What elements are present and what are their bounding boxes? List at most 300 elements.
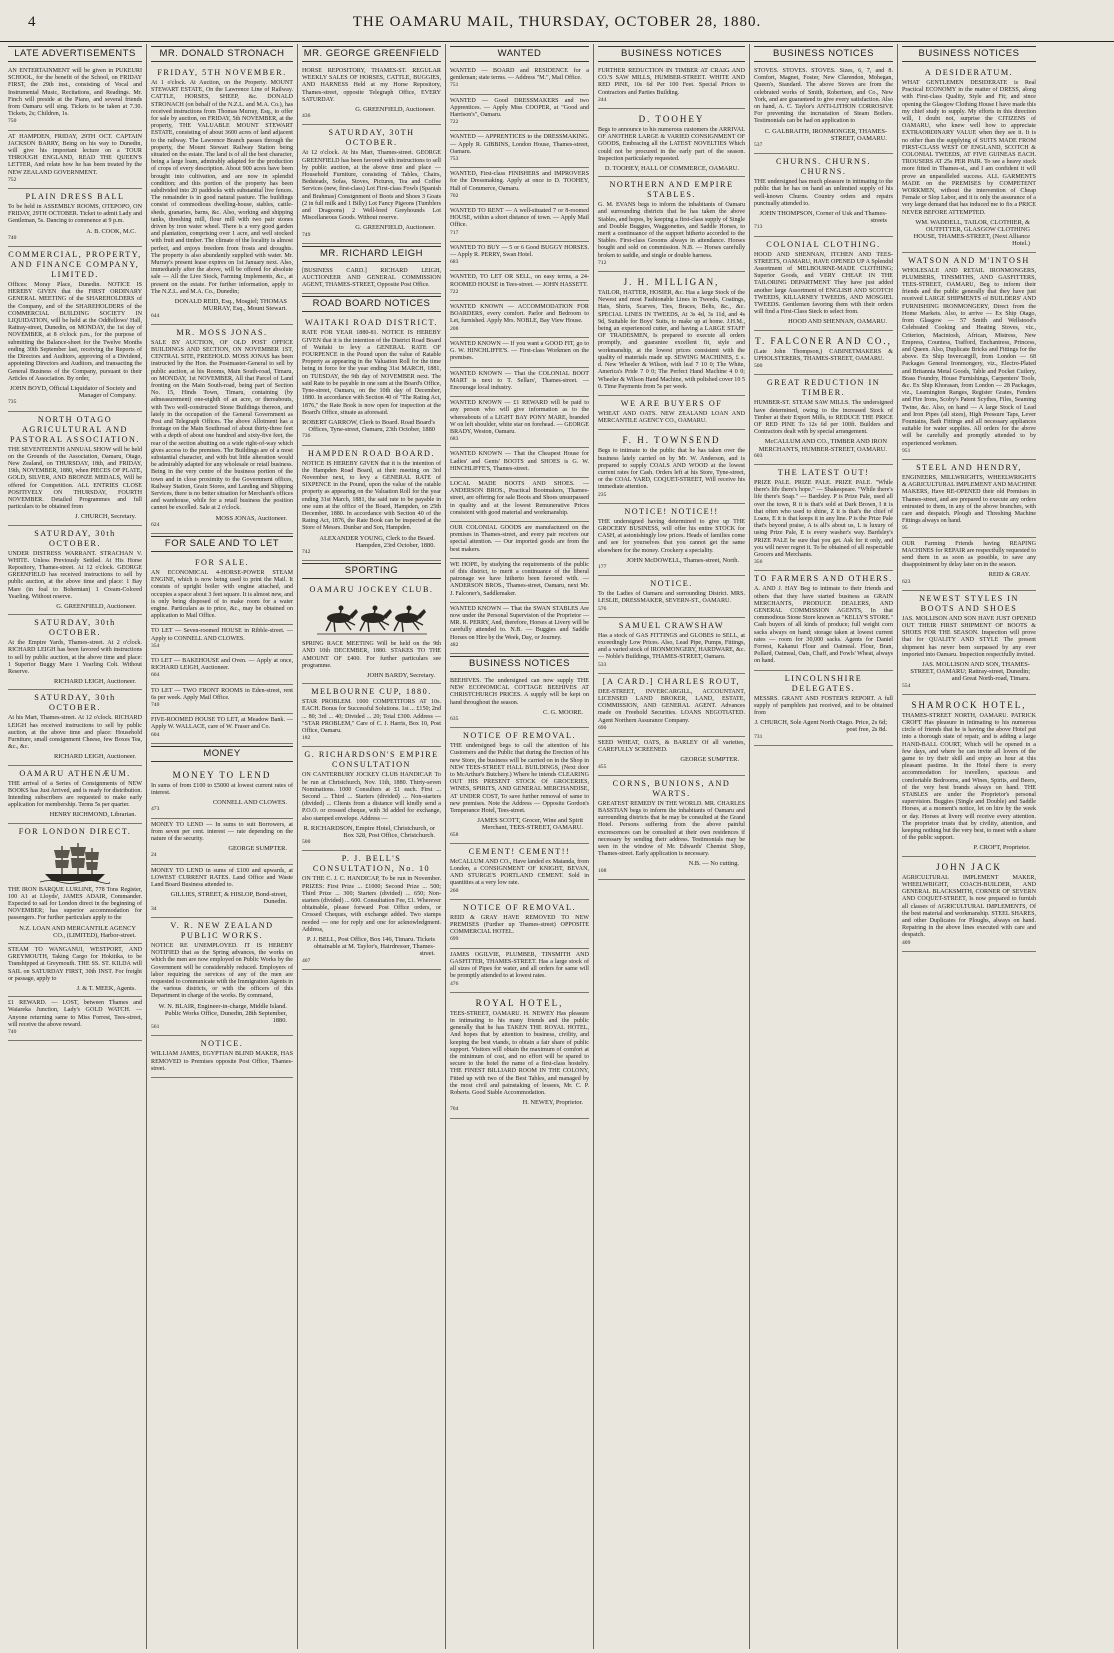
advertisement-body: ENGINEERS, MILLWRIGHTS, WHEELWRIGHTS & AGRICULTURAL IMPLEMENT AND MACHINE MAKERS, Have RE-OPENED their old Premises in Thames-street, and are prepared to execute any orders entrusted to them, in any of the above branches, with care and despatch. Plough and Threshing Machine Fittings always on hand. — [902, 474, 1036, 525]
advertisement — [598, 674, 745, 737]
advertisement-number: 533 — [598, 661, 607, 668]
advertisement-title: THE LATEST OUT! — [777, 467, 870, 477]
advertisement — [598, 109, 745, 177]
advertisement-signature: JOHN McDOWELL, Thames-street, North. — [626, 556, 739, 564]
advertisement-signature: G. GREENFIELD, Auctioneer. — [56, 602, 136, 610]
advertisement-title: J. H. MILLIGAN, — [623, 277, 720, 288]
advertisement — [598, 430, 745, 503]
advertisement-body: STAR PROBLEM. 1000 COMPETITORS AT 10s. EACH. Bonus for Successful Solutions. 1st ... £150; 2nd ... 80; 3rd ... 40; Divided ... 20; Total £300. Address — "STAR PROBLEM," Care of C. J. Harris, Box 10, Post Office, Oamaru. — [302, 699, 441, 734]
advertisement-signature: JAMES SCOTT, Grocer, Wine and Spirit Merchant, TEES-STREET, OAMARU. — [477, 817, 583, 832]
column-6 — [750, 44, 898, 1649]
advertisement-body: TAILOR, HATTER, HOSIER, &c. Has a large Stock of the Newest and most Fashionable Lines in Tweeds, Coatings, Hats, Shirts, Scarves, Ties, Braces, Belts, &c., &c. SPECIAL LINES IN TWEEDS, At 3s 4d, 3s 11d, and 4s 9d, Suitable for Boys' Suits, to make up at home. J.H.M., being an experienced cutter, and having a LARGE STAFF OF TRADESMEN, Is prepared to execute all orders promptly, and guarantee excellent fit, style and workmanship, at the lowest prices consistent with the quality of materials made up. SEWING MACHINES, £ s. d. New Wheeler & Wilson, with leaf 7 10 0; The White, America's Pride 7 0 0; The Perfect Hand Machine 4 0 0; Wheeler & Wilson Hand Machine, with polished cover 10 5 0. Time Payments from 5s per week. — [598, 290, 745, 390]
advertisement — [450, 338, 589, 368]
advertisement — [902, 65, 1036, 253]
advertisement — [450, 301, 589, 338]
advertisement-title: FRIDAY, 5TH NOVEMBER. — [157, 68, 287, 77]
advertisement-signature: ALEXANDER YOUNG, Clerk to the Board. Hampden, 23rd October, 1880. — [319, 534, 435, 549]
section-heading: MR. RICHARD LEIGH — [302, 246, 441, 262]
advertisement-title: WE ARE BUYERS OF — [620, 398, 723, 408]
advertisement-number: 476 — [450, 980, 459, 987]
advertisement-title: MONEY TO LEND — [172, 769, 272, 780]
advertisement-signature: HENRY RICHMOND, Librarian. — [49, 811, 136, 819]
advertisement-number: 699 — [450, 936, 459, 943]
advertisement-title: NEWEST STYLES IN BOOTS AND SHOES — [919, 593, 1019, 613]
advertisement-body: OUR COLONIAL GOODS are manufactured on the premises in Thames-street, and every pair receives our special attention. — Our imported goods are from the best makers. — [450, 524, 589, 553]
advertisement-signature: REID & GRAY. — [988, 571, 1030, 579]
advertisement-body: AGRICULTURAL IMPLEMENT MAKER, WHEELWRIGHT, COACH-BUILDER, AND GENERAL BLACKSMITH, CORNER OF SEVERN AND COQUET-STREET, Is now prepared to furnish all classes of AGRICULTURAL IMPLEMENTS, Of the best material and workmanship. STEEL SHARES, and other Duplicates for Ploughs, always on hand. Repairing in the above lines executed with care and despatch. — [902, 874, 1036, 939]
advertisement-body: In sums of from £100 to £5000 at lowest current rates of interest. — [151, 782, 293, 797]
section-heading: FOR SALE AND TO LET — [151, 536, 293, 552]
advertisement-signature: A. B. COOK, M.C. — [86, 227, 136, 235]
advertisement-body: WILLIAM JAMES, EGYPTIAN BLIND MAKER, HAS REMOVED to Premises opposite Post Office, Thames-street. — [151, 1051, 293, 1072]
advertisement-body: MESSRS. GRANT AND FOSTER'S REPORT. A full supply of pamphlets just received, and to be obtained from — [754, 695, 893, 716]
advertisement-number: 664 — [151, 672, 160, 679]
advertisement-title: G. RICHARDSON'S EMPIRE CONSULTATION — [304, 750, 439, 770]
advertisement-signature: W. N. BLAIR, Engineer-in-charge, Middle Island. Public Works Office, Dunedin, 28th September, 1880. — [158, 1002, 287, 1024]
advertisement-body: SEED WHEAT, OATS, & BARLEY Of all varieties, CAREFULLY SCREENED. — [598, 740, 745, 754]
advertisement-number: 704 — [450, 1106, 459, 1113]
advertisement-number: 735 — [8, 399, 17, 406]
advertisement-number: 108 — [598, 867, 607, 874]
advertisement-title: SATURDAY, 30th OCTOBER. — [34, 528, 116, 548]
section-heading: LATE ADVERTISEMENTS — [8, 46, 142, 62]
advertisement — [302, 446, 441, 562]
advertisement-number: 736 — [302, 433, 311, 440]
advertisement — [598, 396, 745, 430]
racehorses-icon — [317, 598, 427, 638]
advertisement-number: 208 — [450, 325, 459, 332]
advertisement-title: NOTICE! NOTICE!! — [624, 506, 719, 516]
column-1 — [4, 44, 147, 1649]
masthead — [0, 0, 1114, 42]
advertisement-signature: WM. WADDELL, TAILOR, CLOTHIER, & OUTFITTER, GLASGOW CLOTHING HOUSE, THAMES-STREET, (Next Alliance Hotel.) — [913, 218, 1030, 248]
advertisement — [450, 728, 589, 844]
advertisement-title: SAMUEL CRAWSHAW — [618, 620, 725, 630]
advertisement-signature: N.Z. LOAN AND MERCANTILE AGENCY CO., (LIMITED), Harbor-street. — [19, 924, 136, 939]
advertisement-number: 455 — [598, 763, 607, 770]
advertisement-body: WANTED — APPRENTICES to the DRESSMAKING. — Apply R. GIBBINS, London House, Thames-street, Oamaru. — [450, 134, 589, 155]
advertisement-title: NOTICE. — [650, 579, 693, 589]
advertisement — [598, 737, 745, 776]
column-7 — [898, 44, 1040, 1649]
advertisement-body: TO LET — BAKEHOUSE and Oven. — Apply at once, RICHARD LEIGH, Auctioneer. — [151, 658, 293, 672]
advertisement-title: F. H. TOWNSEND — [622, 435, 721, 446]
advertisement-number: 713 — [754, 224, 763, 231]
advertisement-number: 603 — [754, 452, 763, 459]
advertisement-signature: C. GALBRAITH, IRONMONGER, THAMES-STREET, OAMARU. — [764, 127, 887, 142]
advertisement-body: NOTICE RE UNEMPLOYED. IT IS HEREBY NOTIFIED that as the Spring advances, the works on which the men are now employed on Public Works by the Government will be considerably reduced. Employers of labor requiring the services of any of the men are requested to communicate with the Immigration Agents in the various districts, or with the officers of this Department in charge of the works. By command, — [151, 942, 293, 1000]
advertisement-title: [A CARD.] CHARLES ROUT, — [602, 676, 741, 686]
advertisement-body: FIVE-ROOMED HOUSE TO LET, at Meadow Bank. — Apply W. WALLACE, care of W. Fraser and Co. — [151, 717, 293, 731]
advertisement-body: THE undersigned having determined to give up THE GROCERY BUSINESS, will offer his entire STOCK for CASH, at astonishingly low prices. Heads of families come and see for yourselves that you cannot get the same elsewhere for the money. Crockery a speciality. — [598, 518, 745, 554]
page-number: 4 — [28, 14, 37, 30]
advertisement — [8, 690, 142, 765]
advertisement-body: FURTHER REDUCTION IN TIMBER AT CRAIG AND CO.'S SAW MILLS, HUMBER-STREET. WHITE AND RED PINE, 10s 6d Per 100 Feet. Special Prices to Contractors and Parties Building. — [598, 68, 745, 96]
section-heading: WANTED — [450, 46, 589, 62]
advertisement-body: WANTED KNOWN — £1 REWARD will be paid to any person who will give information as to the whereabouts of a LIGHT BAY PONY MARE, branded W on left shoulder, white star on forehead. — GEORGE BRADY, Weston, Oamaru. — [450, 400, 589, 435]
advertisement-body: MONEY TO LEND in sums of £100 and upwards, at LOWEST CURRENT RATES. Land Office and Waste Land Board Business attended to. — [151, 867, 293, 889]
advertisement — [151, 865, 293, 918]
advertisement — [8, 247, 142, 411]
advertisement-title: A DESIDERATUM. — [924, 68, 1014, 77]
section-heading: BUSINESS NOTICES — [598, 46, 745, 62]
advertisement-signature: JOHN BARDY, Secretary. — [367, 671, 435, 679]
advertisement-title: SATURDAY, 30th OCTOBER. — [34, 693, 116, 713]
advertisement-number: 34 — [151, 905, 157, 912]
advertisement-title: NOTICE OF REMOVAL. — [462, 731, 577, 741]
advertisement — [598, 504, 745, 576]
advertisement — [151, 555, 293, 625]
advertisement-title: NORTHERN AND EMPIRE STABLES. — [609, 180, 734, 200]
advertisement-body: At the Empire Yards, Thames-street. At 2 o'clock. RICHARD LEIGH has been favored with instructions to sell by public auction, at the above time and place: 1 Superior Buggy Mare 1 Yearling Colt. Without Reserve. — [8, 640, 142, 675]
advertisement-body: THAMES-STREET NORTH, OAMARU. PATRICK CROFT Has pleasure in intimating to his numerous circle of friends that he is having the above Hotel put into a thorough state of repair, and is adding a large HAND-BALL COURT, Which will be opened in a few days, and where he can invite all lovers of the game to try their skill and enjoy an hour at this pleasant pastime. In the Hotel there is every accommodation for travellers, spacious and comfortable Bedrooms, and Wines, Spirits, and Beers, of the very best brands always on hand. THE STABLES are under the Proprietor's personal supervision. Buggies (Single and Double) and Saddle Horses, at a moment's notice, let on hire by the week or day. Horses at livery will receive every attention. The proprietor trusts that by civility, attention, and keeping nothing but the very best, to meet with a share of the public support. — [902, 712, 1036, 842]
advertisement-body: ON THE C. J. C. HANDICAP, To be run in November. PRIZES: First Prize ... £1000; Second Prize ... 500; Third Prize ... 300; Starters (divided) ... 650; Non-starters (divided) ... 600. Consultation Fee, £1. Wherever obtainable, please forward Post Office orders, or Crossed Cheques, with exchange added. Two stamps needed — one for reply and one for acknowledgment. Address, — [302, 876, 441, 933]
advertisement-title: FOR SALE. — [195, 557, 249, 567]
advertisement-signature: CONNELL AND CLOWES. — [212, 799, 287, 807]
advertisement-number: 407 — [302, 957, 311, 964]
advertisement — [450, 205, 589, 242]
advertisement-number: 260 — [450, 887, 459, 894]
advertisement-body: STEAM TO WANGANUI, WESTPORT, AND GREYMOUTH, Taking Cargo for Hokitika, to be Transhipped at Greymouth. THE SS. ST. KILDA will SAIL on SATURDAY FIRST, 30th INST. For freight or passage, apply to — [8, 947, 142, 982]
advertisement — [450, 65, 589, 95]
advertisement — [450, 949, 589, 993]
advertisement — [450, 900, 589, 949]
advertisement-body: Has a stock of GAS FITTINGS and GLOBES to SELL, at exceedingly Low Prices. Also, Lead Pipe, Pumps, Fittings, and a varied stock of IRONMONGERY, HARDWARE, &c. — Noble's Buildings, THAMES-STREET, Oamaru. — [598, 632, 745, 661]
advertisement — [450, 168, 589, 205]
advertisement-number: 753 — [450, 156, 459, 163]
advertisement-number: 690 — [598, 724, 607, 731]
advertisement-signature: GILLIES, STREET, & HISLOP, Bond-street, Dunedin. — [170, 891, 287, 906]
advertisement-body: WANTED, First-class FINISHERS and IMPROVERS for the Dressmaking. Apply at once to D. TOOHEY, Hall of Commerce, Oamaru. — [450, 171, 589, 192]
section-heading: MR. GEORGE GREENFIELD — [302, 46, 441, 62]
advertisement-number: 561 — [151, 1024, 160, 1031]
advertisement-body: THE undersigned begs to call the attention of his Customers and the Public that during the Erection of his new Store, the business will be carried on in the Shop in NEW TEES-STREET HALL BUILDINGS, (Next door to McArthur's Butchery.) Where he intends CLEARING OUT HIS PRESENT STOCK Of GROCERIES, WINES, SPIRITS, AND GENERAL MERCHANDISE, AT UNDER COST, To save further removal of same to new premises. Note the Address — Opposite Gordon's Temperance Hotel, Tees-street. — [450, 743, 589, 815]
advertisement-signature: McCALLUM AND CO., TIMBER AND IRON MERCHANTS, HUMBER-STREET, OAMARU. — [758, 438, 887, 453]
advertisement-body: WANTED KNOWN — That the SWAN STABLES Are now under the Personal Supervision of the Proprietor — MR. R. PERRY, And, therefore, Horses at Livery will be carefully attended to. N.B. — Buggies and Saddle Horses on Hire by the Week, Day, or Journey. — [450, 605, 589, 641]
advertisement — [151, 765, 293, 819]
advertisement — [8, 65, 142, 131]
advertisement — [151, 625, 293, 655]
advertisement-body: McCALLUM AND CO., Have landed ex Matanda, from London, a CONSIGNMENT OF KNIGHT, BEVAN, AND STURGE'S PORTLAND CEMENT. Sold in quantities at a very low rate. — [450, 858, 589, 887]
advertisement — [302, 582, 441, 684]
advertisement-body: THE IRON BARQUE LURLINE, 778 Tons Register, 100 A1 at Lloyds', JAMES ADAIR, Commander. Expected to sail for London direct in the beginning of NOVEMBER; has superior accommodation for passengers. For further particulars apply to the — [8, 886, 142, 922]
advertisement — [302, 684, 441, 747]
advertisement-signature: P. CROFT, Proprietor. — [973, 844, 1030, 852]
advertisement — [8, 412, 142, 526]
advertisement — [450, 675, 589, 728]
advertisement-body: JAMES OGILVIE, PLUMBER, TINSMITH AND GASFITTER, THAMES-STREET. Has a large stock of all sizes of Pipes for water, and all orders for same will be promptly attended to at lowest rates. — [450, 951, 589, 980]
section-heading: SPORTING — [302, 563, 441, 579]
advertisement-number: 740 — [151, 702, 160, 709]
advertisement-body: £1 REWARD. — LOST, between Thames and Waiareka Junction, Lady's GOLD WATCH. — Anyone returning same to Miss Forrest, Tees-street, will receive the above reward. — [8, 1000, 142, 1028]
advertisement-body: (Late John Thompson,) CABINETMAKERS & UPHOLSTERERS, THAMES-STREET, OAMARU. — [754, 348, 893, 362]
advertisement — [754, 237, 893, 331]
advertisement-title: CORNS, BUNIONS, AND WARTS. — [612, 778, 731, 798]
advertisement — [598, 65, 745, 109]
advertisement-title: NOTICE OF REMOVAL. — [462, 902, 577, 912]
advertisement — [151, 325, 293, 534]
advertisement-body: NOTICE IS HEREBY GIVEN that it is the intention of the Hampden Road Board, at their meeting on 3rd November next, to levy a GENERAL RATE of SIXPENCE in the Pound, upon the value of the ratable property as appearing on the Valuation Roll for the year ending 31st March, 1881, the said rate to be payable in one sum at the office of the Board, Hampden, on 25th December, 1880. In accordance with Section 40 of the Rating Act, 1876, the Rate Book can be inspected at the Store of Messrs. Dunbar and Son, Hampden. — [302, 460, 441, 532]
advertisement-number: 473 — [151, 806, 160, 813]
advertisement-number: 731 — [754, 733, 763, 740]
advertisement — [450, 242, 589, 272]
advertisement-body: To the Ladies of Oamaru and surrounding District. MRS. LESLIE, DRESSMAKER, SEVERN-ST., OAMARU. — [598, 591, 745, 605]
advertisement — [8, 131, 142, 189]
advertisement-body: HOOD AND SHENNAN, ITCHEN AND TEES-STREETS, OAMARU, HAVE OPENED UP A Splendid Assortment of MELBOURNE-MADE CLOTHING; Superior Goods, and VERY CHEAP. IN THE TAILORING DEPARTMENT They have just added another large Assortment of ENGLISH AND SCOTCH TWEEDS, KILLARNEY TWEEDS, AND MOSGIEL TWEEDS. Gentlemen favoring them with their orders will find a First-Class Steck to select from. — [754, 251, 893, 316]
advertisement — [151, 655, 293, 685]
advertisement-number: 740 — [8, 234, 17, 241]
advertisement-body: At his Mart, Thames-street. At 12 o'clock. RICHARD LEIGH has received instructions to sell by public auction, at the above time and place: Household Furniture, small consignment Cheese, few Boxes Tea, &c., &c. — [8, 715, 142, 751]
advertisement-signature: G. GREENFIELD, Auctioneer. — [355, 224, 435, 232]
advertisement-body: ON CANTERBURY JOCKEY CLUB HANDICAP. To be run at Christchurch, Nov. 11th, 1880. Thirty-seven Nominations. 1000 Consulters at £1 each. First ... Second ... Third ... Starters (divided) ... Non-starters (divided) ... Clients from a distance will kindly send a P.O.O. or crossed cheque, with 3d added for exchange, also stamped envelope. Address — — [302, 772, 441, 822]
advertisement-body: TEES-STREET, OAMARU. H. NEWEY Has pleasure in intimating to his many friends and the public generally that he has TAKEN THE ROYAL HOTEL, And hopes that by attention to business, civility, and keeping the best viands, to obtain a fair share of public support. Visitors will obtain the maximum of comfort at the minimum of cost, and no effort will be spared to secure to the hotel the name of a first-class hostelry. THE FINEST BILLIARD ROOM IN THE COLONY, Fitted up with two of the Best Tables, and managed by the most civil and painstaking of lessees, Mr. C. P. Roberts. Good Stable Accommodation. — [450, 1010, 589, 1096]
advertisement-number: 177 — [598, 563, 607, 570]
advertisement-body: Offices: Moray Place, Dunedin. NOTICE IS HEREBY GIVEN that the FIRST ORDINARY GENERAL MEETING of the SHAREHOLDERS of the Company, and of the SHAREHOLDERS of the COMMERCIAL BUILDING SOCIETY IN LIQUIDATION, will be held at the Oddfellows' Hall, Rattray-street, Dunedin, on MONDAY, the 1st day of NOVEMBER, at 8 o'clock p.m., for the purpose of submitting the Balance-sheet for the Twelve Months ending 30th September last, receiving the Reports of the Directors and Auditors, approving of a Dividend, appointing Directors and Auditors, and transacting the General Business of the Company, pursuant to their Articles of Association. By order, — [8, 282, 142, 382]
advertisement-title: SATURDAY, 30TH OCTOBER. — [328, 128, 415, 148]
advertisement-title: FOR LONDON DIRECT. — [18, 826, 132, 836]
advertisement-title: P. J. BELL'S CONSULTATION, No. 10 — [312, 854, 431, 874]
advertisement-body: THE arrival of a Series of Consignments of NEW BOOKS has Just Arrived, and is ready for distribution. Intending subscribers are requested to make early application for membership. Terms 5s per quarter. — [8, 780, 142, 809]
advertisement-number: 576 — [598, 605, 607, 612]
newspaper-title: THE OAMARU MAIL, THURSDAY, OCTOBER 28, 1880. — [352, 14, 762, 30]
advertisement — [754, 571, 893, 670]
advertisement-title: OAMARU JOCKEY CLUB. — [309, 585, 434, 595]
advertisement-body: RATE FOR YEAR 1880-81. NOTICE IS HEREBY GIVEN that it is the intention of the District Road Board of Waitaki to levy a GENERAL RATE OF FOURPENCE in the Pound upon the value of Ratable Property as appearing in the Valuation Roll for the time being in force for the year ending 31st MARCH, 1881, on TUESDAY, the 9th day of NOVEMBER next. The said Rate to be payable in one sum at the Board's Office, Tyne-street, Oamaru, on the 10th day of December, 1880. In accordance with Section 40 of "The Rating Act, 1876," the Rate Book is now open for inspection at the Board's Office, situate as aforesaid. — [302, 330, 441, 416]
advertisement-number: 409 — [902, 939, 911, 946]
advertisement-signature: GEORGE SUMPTER. — [228, 845, 287, 853]
advertisement-number: 356 — [754, 559, 763, 566]
advertisement-number: 702 — [450, 192, 459, 199]
advertisement-signature: DONALD REID, Esq., Mosgiel; THOMAS MURRAY, Esq., Mount Stewart. — [174, 298, 287, 313]
advertisement-body: G. M. EVANS begs to inform the inhabitants of Oamaru and surrounding districts that he has taken the above Stables, and hopes, by keeping a first-class supply of Single and Double Buggies, Waggonettes, and Saddle Horses, to merit a continuance of the support hitherto accorded to the Stables. First-class Grooms always in attendance. Horses bought and sold on commission. N.B. — Horses carefully broken to saddle, and single or double harness. — [598, 202, 745, 259]
advertisement-signature: JOHN THOMPSON, Corner of Usk and Thames-streets — [759, 210, 887, 225]
advertisement — [902, 857, 1036, 952]
section-heading: MR. DONALD STRONACH — [151, 46, 293, 62]
section-heading: ROAD BOARD NOTICES — [302, 296, 441, 312]
advertisement-title: HAMPDEN ROAD BOARD. — [308, 448, 435, 458]
advertisement-signature: G. GREENFIELD, Auctioneer. — [355, 106, 435, 114]
advertisement — [8, 189, 142, 247]
advertisement-body: A. AND J. HAY Beg to intimate to their friends and others that they have started business as GRAIN MERCHANTS, PRODUCE DEALERS, AND GENERAL COMMISSION AGENTS, In that commodious Stone Store known as "KELLY'S STORE." Cash buyers of all kinds of produce; full weight corn sacks always on hand; storage taken at lowest current rates — room for 30,000 sacks. Agents for Daniel Forrest, Kakanui Flour and Oatmeal. Flour, Bran, Pollard, Oatmeal, Oats, Chaff, and Fowls' Wheat, always on hand. — [754, 586, 893, 665]
advertisement-title: V. R. NEW ZEALAND PUBLIC WORKS. — [170, 920, 274, 940]
advertisement — [902, 591, 1036, 695]
advertisement-title: T. FALCONER AND CO., — [755, 335, 892, 346]
advertisement-body: HUMBER-ST. STEAM SAW MILLS. The undersigned have determined, owing to the increased Stock of Timber at their Export Mills, to REDUCE THE PRICE OF RED PINE To 12s 6d per 100ft. Builders and Contractors dealt with by special arrangement. — [754, 400, 893, 436]
advertisement-number: 740 — [8, 1029, 17, 1036]
advertisement-title: NOTICE. — [200, 1039, 244, 1049]
advertisement-number: 722 — [450, 288, 459, 295]
advertisement-body: WHOLESALE AND RETAIL IRONMONGERS, PLUMBERS, TINSMITHS, AND GASFITTERS, TEES-STREET, OAMARU, Beg to inform their friends and the public generally that they have just received LARGE SHIPMENTS of BUILDERS' AND FURNISHING IRONMONGERY, Direct from the Home Markets. Also, to arrive — Ex Ship Otago, from Glasgow — 57 Smith and Wellstood's Celebrated Cooking and Heating Stoves, viz., Criterion, Macintosh, African, Mistress, New Empress, Countess, Trafford, Enchantress, Princess, and Queen. Also, Duplicate Bricks and Fittings for the above. Ex Ship Invercargill, from London — 68 Packages General Ironmongery, viz., Electro-Plated and Britannia Metal Goods, Table and Pocket Cutlery, Brass Foundry, House Furnishings, Carpenters' Tools, &c. Ex Ship Khorasan, from London — 28 Packages, viz., Leamington Ranges, Register Grates, Fenders and Fire Irons, Scoby's Patent Scythes, Files, Seaming Twine, &c. Also, on hand — A large Stock of Lead and Iron Pipes (all sizes), High Pressure Taps, Lever Fountains, Bath Fittings and all necessary appliances suitable for water supplies. All orders for the above will be carefully and promptly attended to by experienced workmen. — [902, 267, 1036, 447]
advertisement-signature: RICHARD LEIGH, Auctioneer. — [53, 753, 136, 761]
advertisement — [902, 695, 1036, 857]
advertisement — [598, 272, 745, 396]
advertisement-number: 749 — [302, 231, 311, 238]
advertisement-signature: C. G. MOORE. — [543, 708, 583, 716]
sailing-ship-icon — [40, 840, 110, 884]
advertisement-signature: N.B. — No cutting. — [688, 860, 739, 868]
advertisement-title: SHAMROCK HOTEL, — [911, 699, 1027, 710]
advertisement-number: 24 — [151, 852, 157, 859]
advertisement-body: HORSE REPOSITORY, THAMES-ST. REGULAR WEEKLY SALES OF HORSES, CATTLE, BUGGIES, AND HARNESS Held at my Horse Repository, Thames-street, opposite Telegraph Office, EVERY SATURDAY. — [302, 68, 441, 103]
advertisement-number: 436 — [302, 113, 311, 120]
advertisement — [450, 522, 589, 559]
advertisement-body: At 12 o'clock. At his Mart, Thames-street. GEORGE GREENFIELD has been favored with instructions to sell by public auction, at the above time and place — Household Furniture, consisting of Tables, Chairs, Bedsteads, Sofas, Stoves, Pictures, Tea and Coffee Services (new, first-class) Lot First-class Fowls (Spanish and Brahmas) Consignment of Boots and Shoes 3 Goats (2 in full milk and 1 Billy) Lot Fancy Pigeons (Tumblers and Dragoons) 2 Well-bred Greyhounds Lot Miscellaneous Goods. Without reserve. — [302, 150, 441, 222]
advertisement — [450, 603, 589, 654]
advertisement — [450, 271, 589, 301]
advertisement-body: Begs to intimate to the public that he has taken over the business lately carried on by Mr. W. Anderson, and is prepared to supply COALS AND WOOD at the lowest current rates for Cash. Orders left at his Store, Tyne-street, or the COAL YARD, COQUET-STREET, Will receive his immediate attention. — [598, 448, 745, 491]
advertisement-body: Begs to announce to his numerous customers the ARRIVAL OF ANOTHER LARGE & VARIED CONSIGNMENT OF GOODS, Embracing all the LATEST NOVELTIES Which could not be procured in the early part of the season. Inspection particularly requested. — [598, 127, 745, 162]
advertisement-number: 635 — [450, 716, 459, 723]
advertisement-number: 683 — [450, 436, 459, 443]
advertisement — [8, 615, 142, 690]
advertisement — [302, 265, 441, 295]
advertisement-body: DEE-STREET, INVERCARGILL, ACCOUNTANT, LICENSED LAND BROKER, LAND, ESTATE, COMMISSION, AND GENERAL AGENT. Advances made on Freehold Securities. LOANS NEGOTIATED. Agent Northern Assurance Company. — [598, 688, 745, 724]
advertisement — [902, 460, 1036, 538]
advertisement-number: 752 — [8, 176, 17, 183]
advertisement-signature: P. J. BELL, Post Office, Box 146, Timaru. Tickets obtainable at M. Taylor's, Hairdresser, Thames-street. — [306, 936, 435, 958]
advertisement-number: 717 — [450, 229, 459, 236]
advertisement — [754, 671, 893, 746]
advertisement-number: 750 — [8, 118, 17, 125]
advertisement-body: WANTED KNOWN — That the COLONIAL BOOT MART is next to T. Sellars', Thames-street. — Encourage local industry. — [450, 370, 589, 391]
advertisement — [902, 538, 1036, 591]
advertisement — [302, 315, 441, 445]
advertisement — [8, 824, 142, 944]
advertisement-signature: J. CHURCH, Secretary. — [75, 513, 136, 521]
advertisement-title: WAITAKI ROAD DISTRICT. — [305, 318, 438, 328]
advertisement — [151, 819, 293, 865]
advertisement-number: 482 — [450, 641, 459, 648]
advertisement-body: WANTED KNOWN — If you want a GOOD FIT, go to G. W. HINCHLIFFE'S. — First-class Workmen on the premises. — [450, 340, 589, 362]
advertisement-body: AN ENTERTAINMENT will be given in PUKEURI SCHOOL, for the benefit of the School, on FRIDAY FIRST, the 29th inst., consisting of Vocal and Instrumental Music, Recitations, and Readings. Mr. Finch will preside at the Piano, and several friends from Oamaru will sing. Tickets to be taken at 7.30. Tickets, 2s; Children, 1s. — [8, 68, 142, 118]
advertisement-title: GREAT REDUCTION IN TIMBER. — [766, 378, 881, 398]
advertisement — [450, 397, 589, 448]
advertisement-number: 182 — [302, 735, 311, 742]
advertisement-number: 644 — [151, 312, 160, 319]
advertisement — [450, 844, 589, 900]
advertisement-body: AT HAMPDEN, FRIDAY, 29TH OCT. CAPTAIN JACKSON BARRY, Being on his way to Dunedin, will give his important lecture on a TOUR THROUGH ENGLAND, READ THE QUEEN'S LETTER, And relate how he has been treated by the NEW ZEALAND GOVERNMENT. — [8, 133, 142, 176]
column-5 — [594, 44, 750, 1649]
newspaper-columns — [4, 44, 1110, 1649]
advertisement-title: STEEL AND HENDRY, — [916, 462, 1022, 472]
section-heading: BUSINESS NOTICES — [902, 46, 1036, 62]
advertisement-title: NORTH OTAGO AGRICULTURAL AND PASTORAL ASSOCIATION. — [10, 414, 140, 444]
advertisement — [754, 375, 893, 465]
advertisement-body: At 1 o'clock. At Auction, on the Property. MOUNT STEWART ESTATE, On the Lawrence Line of Railway. CATTLE, HORSES, SHEEP, &c. DONALD STRONACH (on behalf of the N.Z.L. and M.A. Co.), has received instructions from Thomas Murray, Esq., to offer for sale by auction, on FRIDAY, 5th NOVEMBER, at the property, THE VALUABLE MOUNT STEWART ESTATE, consisting of about 3600 acres of land adjacent to the railway. The Lawrence Branch passes through the property, the Mount Stewart Railway Station being situated on the estate. The land is of all the best character, being a large loam, admirably adapted for the production of crops of every description. About 900 acres have been brought into cultivation, and are now in splendid condition; and this portion of the property has been subdivided into 20 paddocks with substantial live fences. The remainder is in good natural pasture. The buildings consist of commodious dwelling-house, stables, cattle-sheds, granaries, barns, &c. Also, working and shipping tanks, threshing mill, flour mill with two pair stones driven by iron water wheel. There is a very good garden and plantation, comprising over 1 acre, and well stocked with fruit and timber. The climate of the locality is almost perfect, and enjoys freedom from frosts and droughts. The property is also abundantly supplied with water. Mr. Murray's present lease expires on 1st January next. Also, immediately after the above, will be offered for absolute sale — All the Live Stock, Farming Implements, &c., at present on the estate. For further information, apply to The N.Z.L. and M.A. Co., Dunedin; — [151, 80, 293, 295]
advertisement-signature: ROBERT GARROW, Clerk to Board. Road Board's Offices, Tyne-street, Oamaru, 23th October, 1880 — [302, 418, 435, 434]
advertisement — [754, 465, 893, 571]
advertisement-body: WANTED KNOWN — That the Cheapest House for Ladies' and Gents' BOOTS and SHOES is G. W. HINCHLIFFE'S, Thames-street. — [450, 451, 589, 472]
advertisement-number: 537 — [754, 142, 763, 149]
advertisement-title: LINCOLNSHIRE DELEGATES. — [784, 673, 863, 693]
section-heading: BUSINESS NOTICES — [450, 656, 589, 672]
advertisement-body: SALE BY AUCTION, OF OLD POST OFFICE BUILDINGS AND SECTION, ON NOVEMBER 1ST, CENTRAL SITE, FREEHOLD. MOSS JONAS has been instructed by the Hon. the Postmaster-General to sell by public auction, at his Rooms, Main South-road, Timaru, on MONDAY, 1st NOVEMBER, All that Parcel of Land fronting on the Main South-road, being part of Section No. 15, Hinds Town, Timaru, containing (by admeasurement) one-eighth of an acre, or thereabouts, with Two well-constructed Stone Buildings thereon, and lately in the occupation of the General Government as Post and Telegraph Offices. The above Allotment has a frontage on the Main Southroad of about thirty-three feet with a depth of about one hundred and sixty-five feet, the rear of the section abutting on a wide right-of-way which gives access to the premises. The Buildings are of a most substantial character, and with but little alteration would be admirably adapted for any wholesale or retail business. Being in the very centre of the business portion of the town and in close proximity to the Government offices, Railway Station, Grain Stores, and Landing and Shipping Services, there is no better situation for Merchant's offices and warehouse, while for a retail business the position cannot be excelled. Sale at 2 o'clock. — [151, 339, 293, 512]
advertisement-body: STOVES. STOVES. STOVES. Sizes, 6, 7, and 8. Comfort, Magnet, Foster, New Clarendon, Mohegan, Queen's, Standard. The above Stoves are from the celebrated works of Smith, Robertson, and Co., New York, and are guaranteed to give every satisfaction. Also on hand, A. C. Taylor's ANTI-LITHON CORROSIVE For preventing the incrustation of Steam Boilers. Testimonials can be had on application to — [754, 68, 893, 125]
advertisement-body: WANTED, TO LET OR SELL, on easy terms, a 24-ROOMED HOUSE in Tees-street. — JOHN HASSETT. — [450, 274, 589, 288]
advertisement-number: 554 — [902, 682, 911, 689]
advertisement — [450, 95, 589, 132]
advertisement-number: 244 — [598, 96, 607, 103]
advertisement — [754, 331, 893, 376]
advertisement-body: BEEHIVES. The undersigned can now supply THE NEW ECONOMICAL COTTAGE BEEHIVES AT CHRISTCHURCH PRICES. A supply will be kept on hand throughout the season. — [450, 678, 589, 706]
advertisement — [450, 559, 589, 603]
advertisement-body: WANTED TO BUY — 5 or 6 Good BUGGY HORSES. — Apply R. PERRY, Swan Hotel. — [450, 244, 589, 259]
advertisement-title: COMMERCIAL, PROPERTY, AND FINANCE COMPANY, LIMITED. — [8, 250, 142, 280]
advertisement-body: AN ECONOMICAL 4-HORSE-POWER STEAM ENGINE, which is now being used to print the Mail. It consists of upright boiler with engine attached, and occupies a space about 3 feet square. It is almost new, and is only being disposed of to make room for a water engine. Particulars as to price, &c., may be obtained on application to Mail Office. — [151, 569, 293, 620]
advertisement-body: [BUSINESS CARD.] RICHARD LEIGH, AUCTIONEER AND GENERAL COMMISSION AGENT, THAMES-STREET, Opposite Post Office. — [302, 267, 441, 289]
advertisement-number: 623 — [902, 578, 911, 585]
advertisement-body: TO LET — TWO FRONT ROOMS in Eden-street, rent 6s per week. Apply Mail Office. — [151, 687, 293, 701]
advertisement — [598, 776, 745, 880]
advertisement — [302, 65, 441, 125]
advertisement — [151, 714, 293, 744]
advertisement-number: 604 — [151, 731, 160, 738]
advertisement-body: THE undersigned has much pleasure in intimating to the public that he has on hand an unlimited supply of his well-known Churns. Country orders and repairs punctually attended to. — [754, 179, 893, 207]
advertisement — [151, 918, 293, 1036]
advertisement-title: D. TOOHEY — [638, 114, 705, 125]
advertisement-title: SATURDAY, 30th OCTOBER. — [34, 618, 116, 638]
advertisement-title: OAMARU ATHENÆUM. — [19, 768, 131, 778]
advertisement-signature: R. RICHARDSON, Empire Hotel, Christchurch, or Box 328, Post Office, Christchurch. — [303, 824, 435, 840]
advertisement — [754, 154, 893, 236]
advertisement-number: 354 — [151, 642, 160, 649]
advertisement — [151, 65, 293, 325]
advertisement-body: To be held in ASSEMBLY ROOMS, OTEPOPO, ON FRIDAY, 29TH OCTOBER. Ticket to admit Lady and Gentleman, 5s. Dancing to commence at 9 p.m. — [8, 204, 142, 225]
advertisement — [302, 125, 441, 243]
advertisement — [450, 368, 589, 398]
advertisement-title: MR. MOSS JONAS. — [176, 327, 268, 337]
advertisement-signature: J. & T. MEEK, Agents. — [76, 985, 136, 993]
advertisement-signature: JOHN BOYD, Official Liquidator of Society and Manager of Company. — [9, 384, 136, 400]
advertisement-body: OUR Farming Friends having REAPING MACHINES for REPAIR are respectfully requested to send them in as soon as possible, to save any disappointment by delay later on in the season. — [902, 540, 1036, 569]
advertisement — [8, 997, 142, 1041]
advertisement-body: GREATEST REMEDY IN THE WORLD. MR. CHARLES BASSTIAN begs to inform the inhabitants of Oamaru and surrounding districts that he may be consulted at the Grand Hotel. Persons suffering from the above painful excrescences can be consulted at their own residences if necessary by sending their address. Testimonials may be seen in the window of Mr. Edwards' Chemist Shop, Thames-street. Early application is necessary. — [598, 800, 745, 858]
advertisement-body: SPRING RACE MEETING Will be held on the 9th AND 10th DECEMBER, 1880. STAKES TO THE AMOUNT OF £400. For further particulars see programme. — [302, 641, 441, 669]
advertisement — [151, 1036, 293, 1078]
advertisement-signature: RICHARD LEIGH, Auctioneer. — [53, 678, 136, 686]
advertisement-number: 500 — [302, 839, 311, 846]
advertisement — [598, 177, 745, 272]
advertisement — [450, 448, 589, 478]
advertisement-signature: D. TOOHEY, HALL OF COMMERCE, OAMARU. — [604, 165, 739, 173]
advertisement — [151, 685, 293, 715]
advertisement-number: 722 — [450, 119, 459, 126]
advertisement-signature: J. CHURCH, Sole Agent North Otago. Price, 2s 6d; post free, 2s 8d. — [754, 719, 887, 734]
advertisement — [754, 65, 893, 154]
advertisement-body: MONEY TO LEND — In sums to suit Borrowers, at from seven per cent. interest — rate depending on the nature of the security. — [151, 821, 293, 843]
column-3 — [298, 44, 446, 1649]
advertisement-number: 683 — [450, 259, 459, 266]
advertisement-title: MELBOURNE CUP, 1880. — [311, 687, 432, 697]
advertisement-body: WANTED — Good DRESSMAKERS and two Apprentices. — Apply Miss COOPER, at "Good and Harrison's", Oamaru. — [450, 97, 589, 119]
column-4 — [446, 44, 594, 1649]
advertisement — [8, 526, 142, 616]
advertisement — [450, 478, 589, 522]
advertisement-number: 624 — [151, 521, 160, 528]
advertisement-body: WHEAT AND OATS. NEW ZEALAND LOAN AND MERCANTILE AGENCY CO., OAMARU. — [598, 410, 745, 425]
advertisement-number: 658 — [450, 831, 459, 838]
advertisement — [450, 131, 589, 168]
advertisement-number: 951 — [902, 447, 911, 454]
advertisement-signature: H. NEWEY, Proprietor. — [522, 1099, 583, 1107]
section-heading: BUSINESS NOTICES — [754, 46, 893, 62]
column-2 — [147, 44, 298, 1649]
advertisement-body: WANTED — BOARD and RESIDENCE for a gentleman; state terms. — Address "M.", Mail Office. — [450, 68, 589, 82]
advertisement-title: WATSON AND M'INTOSH — [908, 255, 1030, 265]
advertisement-body: WANTED TO RENT — A well-situated 7 or 8-roomed HOUSE, within a short distance of town. — Apply Mail Office. — [450, 208, 589, 229]
advertisement-number: 751 — [450, 82, 459, 89]
advertisement-number: 95 — [902, 525, 908, 532]
